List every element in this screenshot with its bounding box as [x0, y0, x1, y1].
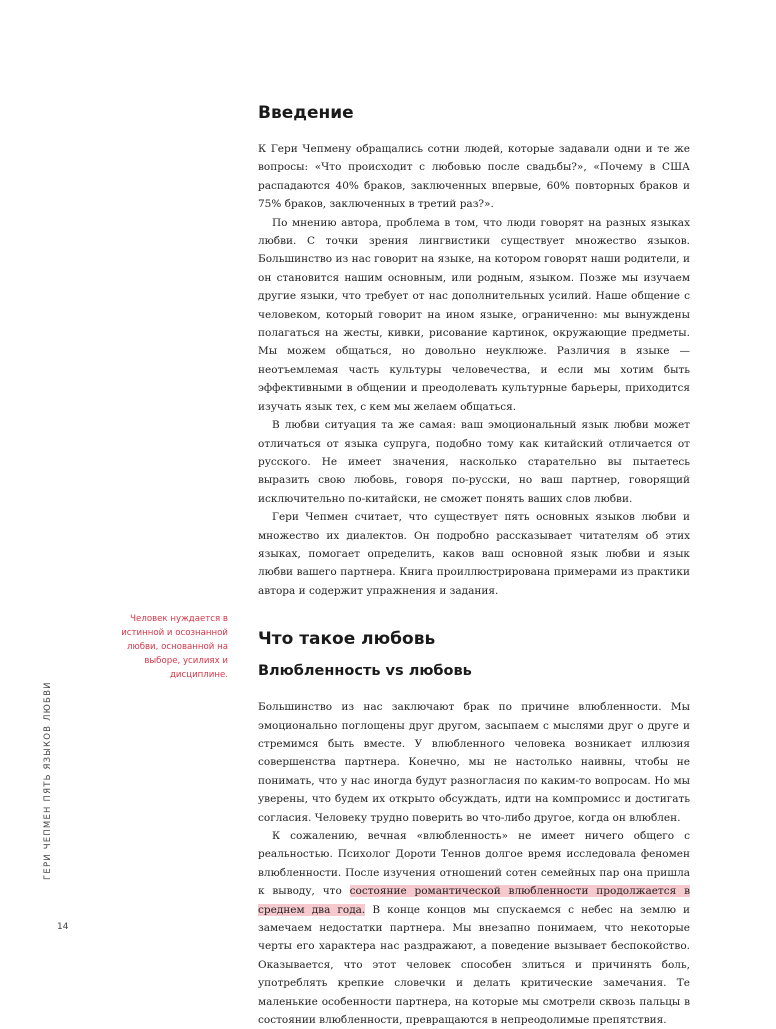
chapter-heading: Что такое любовь [258, 629, 436, 650]
section-subheading: Влюбленность vs любовь [258, 663, 472, 680]
paragraph-text: К сожалению, вечная «влюбленность» не имеет ничего общего с реальностью. Психолог Дороти Теннов долгое время исследовала феномен влюбленности. После изучения отношений сотен семейных пар она пришла к выводу, что [258, 830, 690, 898]
intro-paragraph: По мнению автора, проблема в том, что люди говорят на разных языках любви. С точки зрения лингвистики существует множество языков. Большинство из нас говорит на языке, на котором говорят наши родители, и он становится нашим основным, или родным, языком. Позже мы изучаем другие языки, что требует от нас дополнительных усилий. Наше общение с человеком, который говорит на ином языке, ограниченно: мы вынуждены полагаться на жесты, кивки, рисование картинок, окружающие предметы. Мы можем общаться, но довольно неуклюже. Различия в языке — неотъемлемая часть культуры человечества, и если мы хотим быть эффективными в общении и преодолевать культурные барьеры, приходится изучать язык тех, с кем мы желаем общаться. [258, 216, 690, 413]
running-head: ГЕРИ ЧЕПМЕН ПЯТЬ ЯЗЫКОВ ЛЮБВИ [43, 681, 53, 880]
chapter-paragraph: Большинство из нас заключают брак по причине влюбленности. Мы эмоционально поглощены друг другом, засыпаем с мыслями друг о друге и стремимся быть вместе. У влюбленного человека возникает иллюзия совершенства партнера. Конечно, мы не настолько наивны, чтобы не понимать, что у нас иногда будут разногласия по каким-то вопросам. Но мы уверены, что будем их открыто обсуждать, идти на компромисс и достигать согласия. Человеку трудно поверить во что-либо другое, когда он влюблен. [258, 701, 690, 824]
intro-paragraph: Гери Чепмен считает, что существует пять основных языков любви и множество их диалектов. Он подробно рассказывает читателям об этих языках, помогает определить, каков ваш основной язык любви и язык любви вашего партнера. Книга проиллюстрирована примерами из практики автора и содержит упражнения и задания. [258, 511, 690, 597]
main-text-column [258, 100, 690, 1029]
intro-paragraph: В любви ситуация та же самая: ваш эмоциональный язык любви может отличаться от языка супруга, подобно тому как китайский отличается от русского. Не имеет значения, насколько старательно вы пытаетесь выразить свою любовь, говоря по-русски, но ваш партнер, говорящий исключительно по-китайски, не сможет понять ваших слов любви. [258, 419, 690, 505]
intro-paragraph: К Гери Чепмену обращались сотни людей, которые задавали одни и те же вопросы: «Что происходит с любовью после свадьбы?», «Почему в США распадаются 40% браков, заключенных впервые, 60% повторных браков и 75% браков, заключенных в третий раз?». [258, 143, 690, 211]
highlighted-quote: состояние романтической влюбленности продолжается в среднем два года. [258, 885, 690, 916]
paragraph-text: В конце концов мы спускаемся с небес на землю и замечаем недостатки партнера. Мы внезапно понимаем, что некоторые черты его характера нас раздражают, а поведение вызывает беспокойство. Оказывается, что этот человек способен злиться и причинять боль, употреблять крепкие словечки и делать критические замечания. Те маленькие особенности партнера, на которые мы смотрели сквозь пальцы в состоянии влюбленности, превращаются в непреодолимые препятствия. [258, 903, 691, 1027]
intro-heading: Введение [258, 103, 354, 123]
margin-quote: Человек нуждается в истинной и осознанной любви, основанной на выборе, усилиях и дисциплине. [121, 614, 228, 680]
chapter-paragraph-highlighted [258, 827, 690, 1029]
page-number: 14 [57, 922, 69, 932]
